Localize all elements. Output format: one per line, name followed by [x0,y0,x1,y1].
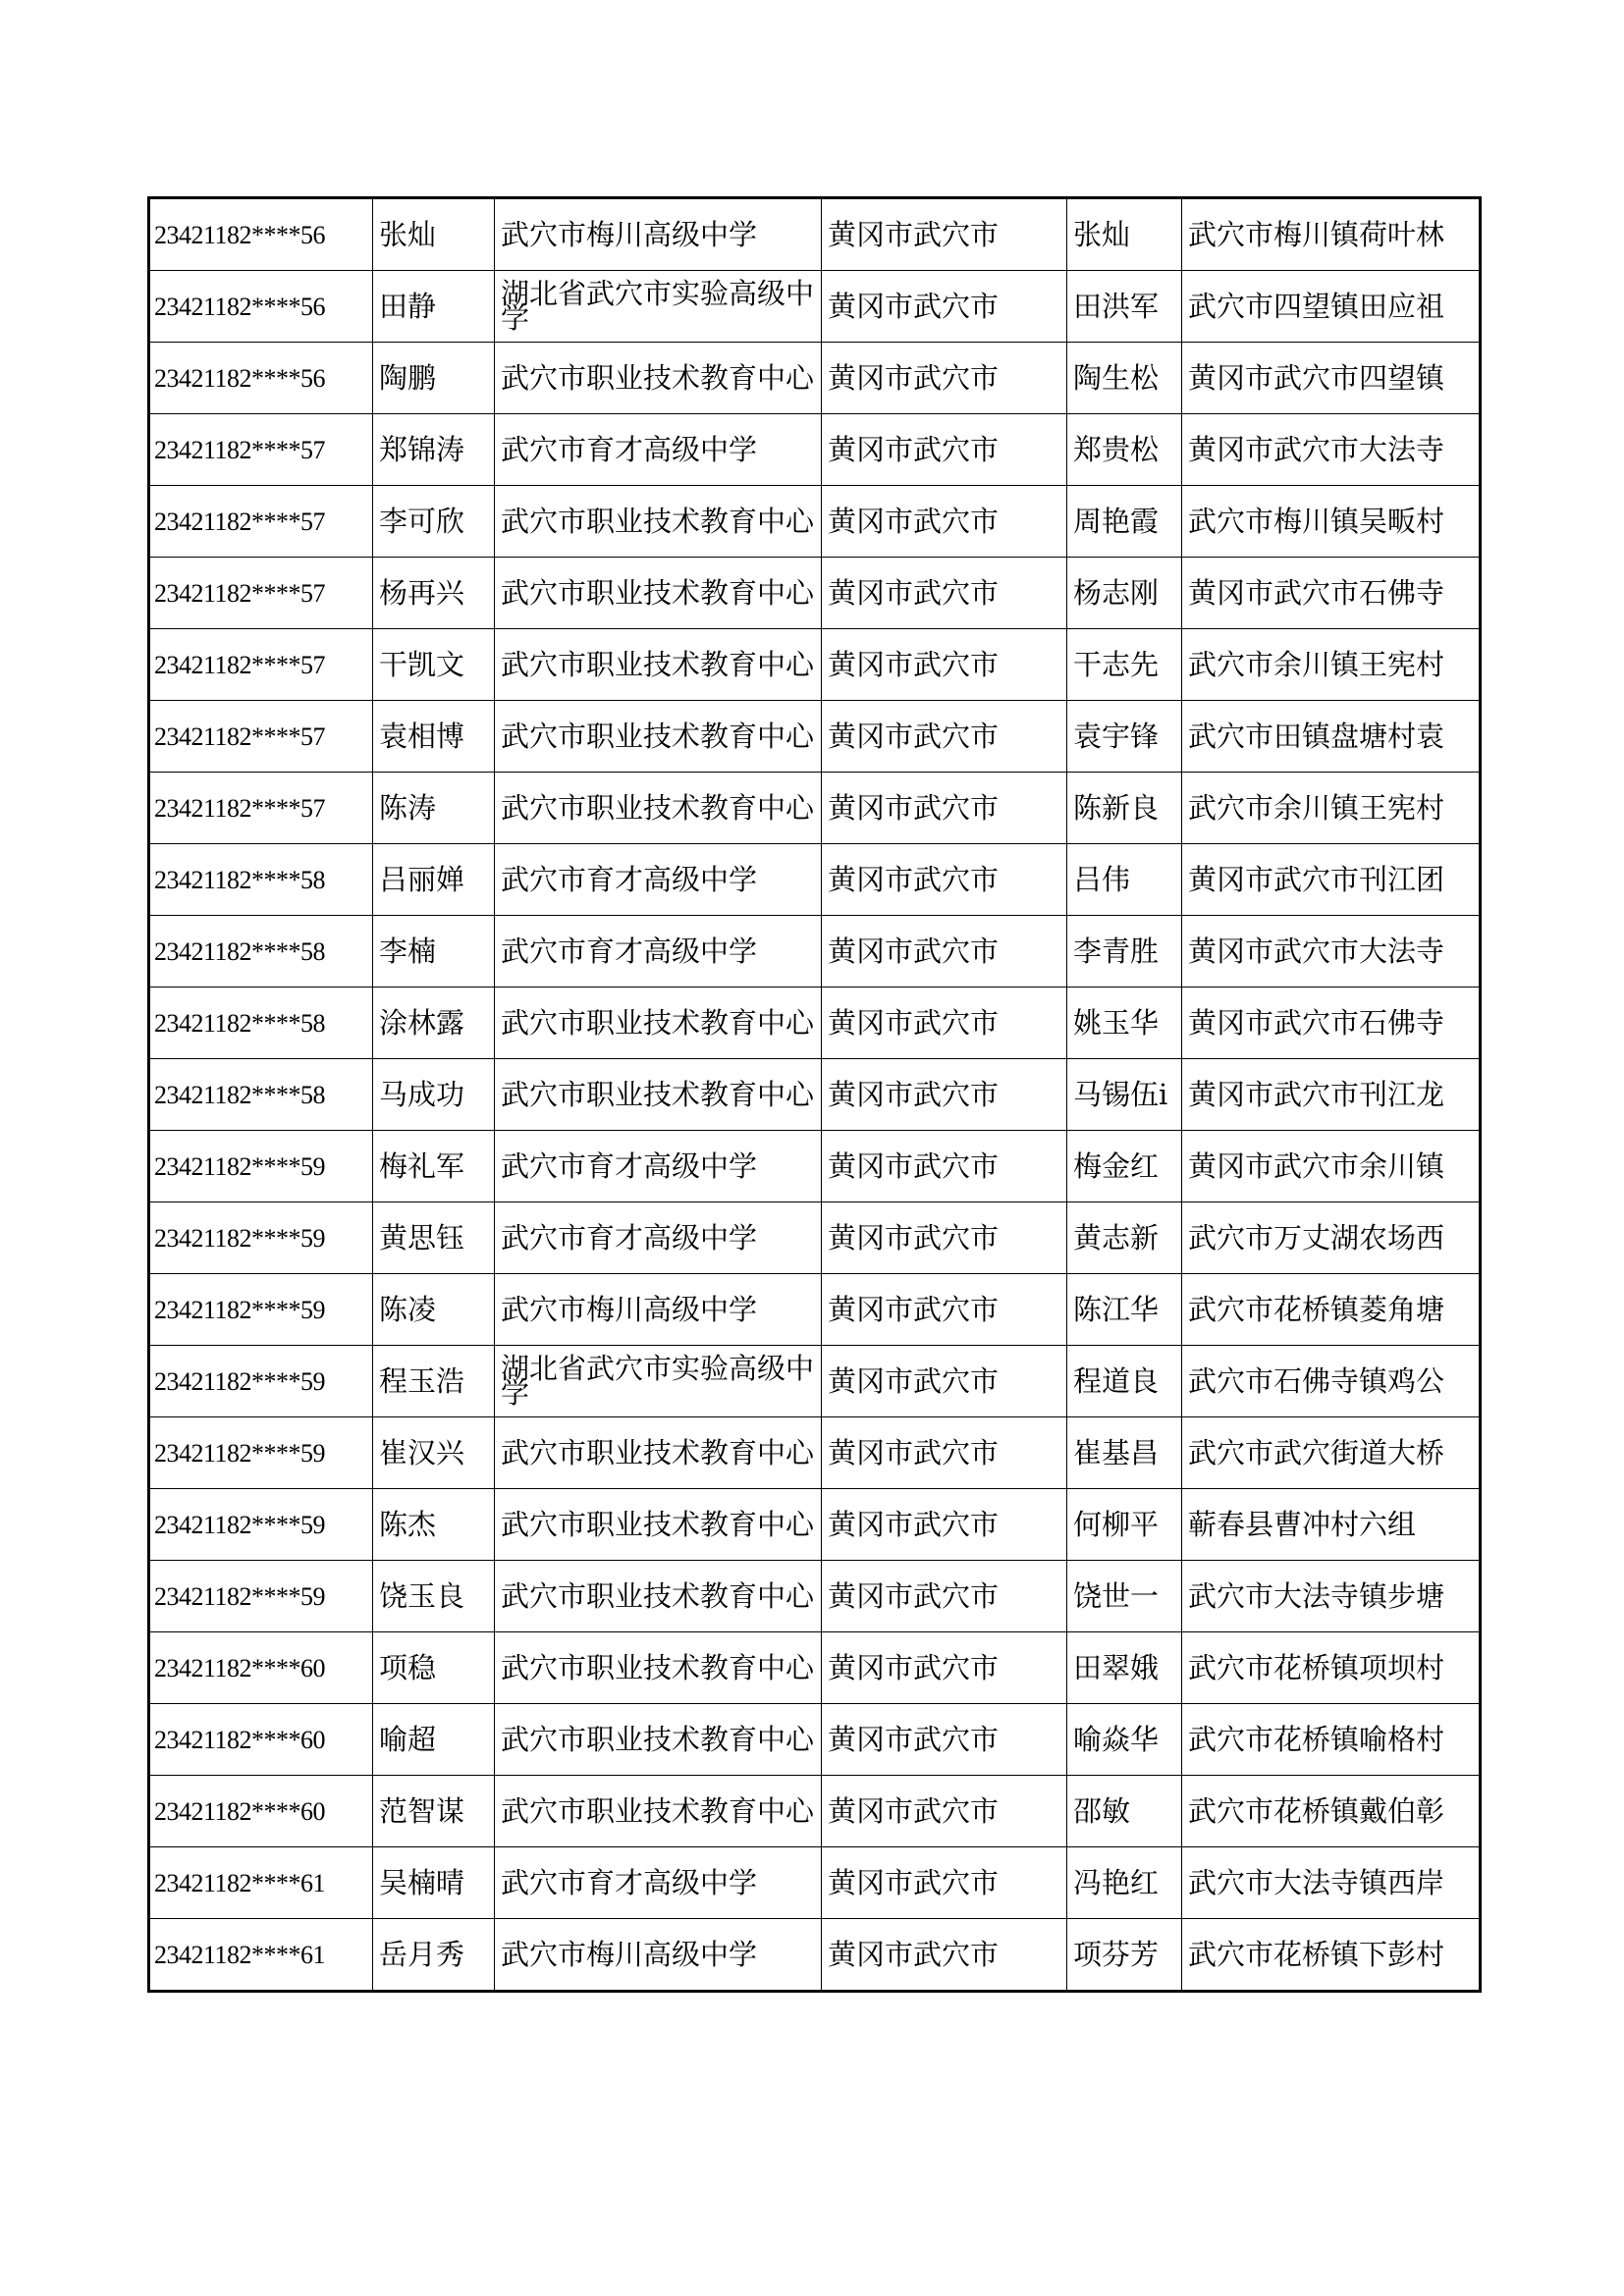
guardian-name-cell: 袁宇锋 [1067,701,1182,773]
address-cell: 黄冈市武穴市大法寺 [1182,916,1481,988]
guardian-name-cell: 吕伟 [1067,844,1182,916]
school-cell: 武穴市职业技术教育中心 [495,1776,822,1847]
school-cell: 武穴市育才高级中学 [495,1847,822,1919]
address-cell: 武穴市四望镇田应祖 [1182,271,1481,343]
address-cell: 武穴市花桥镇菱角塘 [1182,1274,1481,1346]
school-cell: 武穴市育才高级中学 [495,414,822,486]
region-cell: 黄冈市武穴市 [822,198,1067,271]
student-id-cell: 23421182****59 [149,1202,373,1274]
table-row [149,1202,1481,1274]
guardian-name-cell: 饶世一 [1067,1561,1182,1632]
student-name-cell: 项稳 [373,1632,495,1704]
guardian-name-cell: 郑贵松 [1067,414,1182,486]
region-cell: 黄冈市武穴市 [822,773,1067,844]
address-cell: 武穴市余川镇王宪村 [1182,773,1481,844]
table-row [149,1776,1481,1847]
student-id-cell: 23421182****57 [149,773,373,844]
region-cell: 黄冈市武穴市 [822,1202,1067,1274]
table-body [149,198,1481,1992]
guardian-name-cell: 陈新良 [1067,773,1182,844]
student-id-cell: 23421182****58 [149,988,373,1059]
address-cell: 黄冈市武穴市四望镇 [1182,343,1481,414]
school-cell: 武穴市育才高级中学 [495,844,822,916]
table-row [149,271,1481,343]
student-name-cell: 袁相博 [373,701,495,773]
student-name-cell: 李可欣 [373,486,495,558]
guardian-name-cell: 程道良 [1067,1346,1182,1417]
student-id-cell: 23421182****56 [149,343,373,414]
region-cell: 黄冈市武穴市 [822,916,1067,988]
student-id-cell: 23421182****58 [149,844,373,916]
region-cell: 黄冈市武穴市 [822,414,1067,486]
school-cell: 武穴市育才高级中学 [495,1131,822,1202]
guardian-name-cell: 陶生松 [1067,343,1182,414]
student-name-cell: 陈涛 [373,773,495,844]
guardian-name-cell: 喻焱华 [1067,1704,1182,1776]
address-cell: 武穴市梅川镇吴畈村 [1182,486,1481,558]
table-row [149,773,1481,844]
student-name-cell: 梅礼军 [373,1131,495,1202]
school-cell: 武穴市职业技术教育中心 [495,1059,822,1131]
guardian-name-cell: 周艳霞 [1067,486,1182,558]
region-cell: 黄冈市武穴市 [822,1632,1067,1704]
address-cell: 黄冈市武穴市大法寺 [1182,414,1481,486]
guardian-name-cell: 崔基昌 [1067,1417,1182,1489]
table-row [149,701,1481,773]
student-id-cell: 23421182****61 [149,1847,373,1919]
student-name-cell: 程玉浩 [373,1346,495,1417]
guardian-name-cell: 梅金红 [1067,1131,1182,1202]
student-id-cell: 23421182****59 [149,1489,373,1561]
region-cell: 黄冈市武穴市 [822,271,1067,343]
table-row [149,1417,1481,1489]
region-cell: 黄冈市武穴市 [822,1489,1067,1561]
table-row [149,1632,1481,1704]
student-id-cell: 23421182****59 [149,1274,373,1346]
table-row [149,343,1481,414]
table-row [149,486,1481,558]
school-cell: 武穴市职业技术教育中心 [495,988,822,1059]
region-cell: 黄冈市武穴市 [822,1274,1067,1346]
table-row [149,414,1481,486]
school-cell: 武穴市职业技术教育中心 [495,1489,822,1561]
address-cell: 武穴市万丈湖农场西 [1182,1202,1481,1274]
student-id-cell: 23421182****57 [149,629,373,701]
guardian-name-cell: 马锡伍i [1067,1059,1182,1131]
address-cell: 黄冈市武穴市刊江龙 [1182,1059,1481,1131]
address-cell: 武穴市余川镇王宪村 [1182,629,1481,701]
student-name-cell: 岳月秀 [373,1919,495,1992]
table-row [149,558,1481,629]
address-cell: 武穴市花桥镇喻格村 [1182,1704,1481,1776]
student-id-cell: 23421182****56 [149,198,373,271]
student-name-cell: 崔汉兴 [373,1417,495,1489]
address-cell: 武穴市花桥镇项坝村 [1182,1632,1481,1704]
table-row [149,1847,1481,1919]
student-id-cell: 23421182****56 [149,271,373,343]
table-row [149,1919,1481,1992]
student-name-cell: 吕丽婵 [373,844,495,916]
student-id-cell: 23421182****59 [149,1417,373,1489]
school-cell: 武穴市职业技术教育中心 [495,773,822,844]
school-cell: 武穴市职业技术教育中心 [495,343,822,414]
student-name-cell: 饶玉良 [373,1561,495,1632]
school-cell: 湖北省武穴市实验高级中学 [495,1346,822,1417]
guardian-name-cell: 田翠娥 [1067,1632,1182,1704]
address-cell: 黄冈市武穴市余川镇 [1182,1131,1481,1202]
table-row [149,1704,1481,1776]
school-cell: 武穴市职业技术教育中心 [495,1417,822,1489]
school-cell: 武穴市职业技术教育中心 [495,1704,822,1776]
address-cell: 武穴市大法寺镇步塘 [1182,1561,1481,1632]
table-row [149,844,1481,916]
student-id-cell: 23421182****59 [149,1131,373,1202]
address-cell: 武穴市花桥镇戴伯彰 [1182,1776,1481,1847]
student-name-cell: 田静 [373,271,495,343]
school-cell: 武穴市职业技术教育中心 [495,629,822,701]
student-id-cell: 23421182****57 [149,486,373,558]
student-name-cell: 干凯文 [373,629,495,701]
school-cell: 湖北省武穴市实验高级中学 [495,271,822,343]
address-cell: 黄冈市武穴市石佛寺 [1182,558,1481,629]
guardian-name-cell: 杨志刚 [1067,558,1182,629]
address-cell: 武穴市大法寺镇西岸 [1182,1847,1481,1919]
student-name-cell: 黄思钰 [373,1202,495,1274]
address-cell: 黄冈市武穴市石佛寺 [1182,988,1481,1059]
address-cell: 武穴市石佛寺镇鸡公 [1182,1346,1481,1417]
region-cell: 黄冈市武穴市 [822,343,1067,414]
student-id-cell: 23421182****60 [149,1776,373,1847]
school-cell: 武穴市职业技术教育中心 [495,701,822,773]
school-cell: 武穴市职业技术教育中心 [495,486,822,558]
guardian-name-cell: 李青胜 [1067,916,1182,988]
student-name-cell: 范智谋 [373,1776,495,1847]
guardian-name-cell: 张灿 [1067,198,1182,271]
region-cell: 黄冈市武穴市 [822,558,1067,629]
guardian-name-cell: 项芬芳 [1067,1919,1182,1992]
table-row [149,1059,1481,1131]
guardian-name-cell: 干志先 [1067,629,1182,701]
region-cell: 黄冈市武穴市 [822,486,1067,558]
student-name-cell: 张灿 [373,198,495,271]
school-cell: 武穴市育才高级中学 [495,1202,822,1274]
address-cell: 武穴市梅川镇荷叶林 [1182,198,1481,271]
student-id-cell: 23421182****57 [149,701,373,773]
region-cell: 黄冈市武穴市 [822,1704,1067,1776]
student-id-cell: 23421182****59 [149,1346,373,1417]
region-cell: 黄冈市武穴市 [822,701,1067,773]
region-cell: 黄冈市武穴市 [822,1776,1067,1847]
school-cell: 武穴市职业技术教育中心 [495,1561,822,1632]
region-cell: 黄冈市武穴市 [822,1919,1067,1992]
student-id-cell: 23421182****60 [149,1704,373,1776]
school-cell: 武穴市梅川高级中学 [495,1274,822,1346]
table-row [149,1131,1481,1202]
region-cell: 黄冈市武穴市 [822,844,1067,916]
student-id-cell: 23421182****57 [149,414,373,486]
student-name-cell: 马成功 [373,1059,495,1131]
student-name-cell: 李楠 [373,916,495,988]
student-id-cell: 23421182****57 [149,558,373,629]
region-cell: 黄冈市武穴市 [822,1346,1067,1417]
student-id-cell: 23421182****60 [149,1632,373,1704]
table-row [149,1561,1481,1632]
region-cell: 黄冈市武穴市 [822,988,1067,1059]
guardian-name-cell: 何柳平 [1067,1489,1182,1561]
region-cell: 黄冈市武穴市 [822,629,1067,701]
school-cell: 武穴市育才高级中学 [495,916,822,988]
region-cell: 黄冈市武穴市 [822,1131,1067,1202]
address-cell: 武穴市花桥镇下彭村 [1182,1919,1481,1992]
region-cell: 黄冈市武穴市 [822,1561,1067,1632]
table-row [149,1346,1481,1417]
table-row [149,1489,1481,1561]
school-cell: 武穴市职业技术教育中心 [495,558,822,629]
student-record-table [147,196,1482,1993]
region-cell: 黄冈市武穴市 [822,1847,1067,1919]
student-name-cell: 吴楠晴 [373,1847,495,1919]
school-cell: 武穴市梅川高级中学 [495,1919,822,1992]
guardian-name-cell: 黄志新 [1067,1202,1182,1274]
guardian-name-cell: 田洪军 [1067,271,1182,343]
table-row [149,1274,1481,1346]
address-cell: 蕲春县曹冲村六组 [1182,1489,1481,1561]
address-cell: 武穴市田镇盘塘村袁 [1182,701,1481,773]
region-cell: 黄冈市武穴市 [822,1417,1067,1489]
table-row [149,198,1481,271]
school-cell: 武穴市职业技术教育中心 [495,1632,822,1704]
address-cell: 武穴市武穴街道大桥 [1182,1417,1481,1489]
student-name-cell: 陶鹏 [373,343,495,414]
student-id-cell: 23421182****59 [149,1561,373,1632]
guardian-name-cell: 冯艳红 [1067,1847,1182,1919]
school-cell: 武穴市梅川高级中学 [495,198,822,271]
student-name-cell: 喻超 [373,1704,495,1776]
student-name-cell: 涂林露 [373,988,495,1059]
guardian-name-cell: 陈江华 [1067,1274,1182,1346]
address-cell: 黄冈市武穴市刊江团 [1182,844,1481,916]
region-cell: 黄冈市武穴市 [822,1059,1067,1131]
student-id-cell: 23421182****58 [149,1059,373,1131]
student-name-cell: 陈凌 [373,1274,495,1346]
guardian-name-cell: 姚玉华 [1067,988,1182,1059]
table-row [149,916,1481,988]
guardian-name-cell: 邵敏 [1067,1776,1182,1847]
student-id-cell: 23421182****61 [149,1919,373,1992]
table-row [149,629,1481,701]
student-name-cell: 郑锦涛 [373,414,495,486]
student-id-cell: 23421182****58 [149,916,373,988]
student-name-cell: 陈杰 [373,1489,495,1561]
table-row [149,988,1481,1059]
student-name-cell: 杨再兴 [373,558,495,629]
